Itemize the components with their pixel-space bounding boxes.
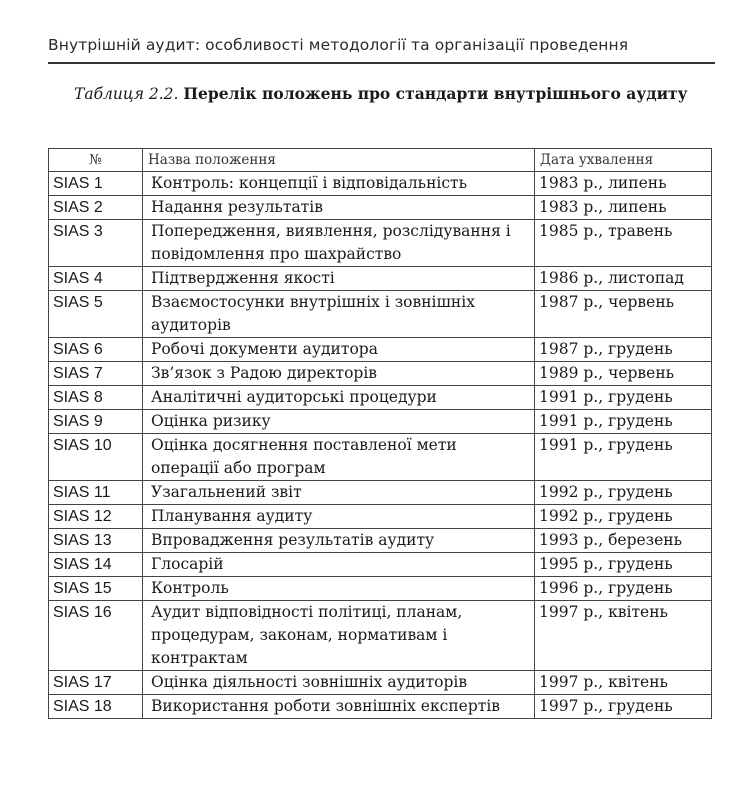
cell-number: SIAS 9 [49,410,143,434]
cell-name: Оцінка діяльності зовнішніх аудиторів [143,671,535,695]
cell-name: Планування аудиту [143,505,535,529]
cell-number: SIAS 16 [49,601,143,671]
running-head: Внутрішній аудит: особливості методології та організації проведення [48,36,629,54]
table-caption [50,82,715,106]
table-row [49,601,712,671]
cell-number: SIAS 15 [49,577,143,601]
table-row [49,505,712,529]
table-row [49,671,712,695]
cell-number: SIAS 1 [49,172,143,196]
cell-number: SIAS 8 [49,386,143,410]
table-row [49,481,712,505]
cell-date: 1987 р., червень [535,291,712,338]
cell-date: 1991 р., грудень [535,434,712,481]
cell-number: SIAS 18 [49,695,143,719]
cell-name: Контроль: концепції і відповідальність [143,172,535,196]
cell-date: 1983 р., липень [535,196,712,220]
caption-label: Таблиця 2.2. [74,85,179,103]
cell-number: SIAS 12 [49,505,143,529]
cell-date: 1997 р., грудень [535,695,712,719]
header-number: № [49,149,143,172]
table-row [49,553,712,577]
cell-date: 1986 р., листопад [535,267,712,291]
cell-name: Узагальнений звіт [143,481,535,505]
cell-number: SIAS 11 [49,481,143,505]
table-row [49,172,712,196]
cell-number: SIAS 3 [49,220,143,267]
cell-date: 1989 р., червень [535,362,712,386]
cell-name: Робочі документи аудитора [143,338,535,362]
cell-date: 1991 р., грудень [535,410,712,434]
cell-name: Попередження, виявлення, розслідування і повідомлення про шахрайство [143,220,535,267]
cell-number: SIAS 5 [49,291,143,338]
cell-date: 1993 р., березень [535,529,712,553]
cell-date: 1992 р., грудень [535,481,712,505]
cell-name: Оцінка ризику [143,410,535,434]
standards-table [48,148,712,719]
cell-date: 1997 р., квітень [535,601,712,671]
cell-number: SIAS 10 [49,434,143,481]
cell-date: 1995 р., грудень [535,553,712,577]
cell-name: Використання роботи зовнішніх експертів [143,695,535,719]
cell-date: 1992 р., грудень [535,505,712,529]
cell-number: SIAS 2 [49,196,143,220]
cell-date: 1996 р., грудень [535,577,712,601]
header-name: Назва положення [143,149,535,172]
table-row [49,291,712,338]
cell-name: Надання результатів [143,196,535,220]
table-row [49,695,712,719]
cell-date: 1983 р., липень [535,172,712,196]
cell-name: Впровадження результатів аудиту [143,529,535,553]
cell-date: 1985 р., травень [535,220,712,267]
table-header-row [49,149,712,172]
cell-name: Контроль [143,577,535,601]
table-row [49,267,712,291]
cell-date: 1987 р., грудень [535,338,712,362]
cell-date: 1997 р., квітень [535,671,712,695]
cell-name: Глосарій [143,553,535,577]
table-row [49,220,712,267]
cell-number: SIAS 13 [49,529,143,553]
cell-name: Аналітичні аудиторські процедури [143,386,535,410]
cell-date: 1991 р., грудень [535,386,712,410]
table-row [49,529,712,553]
cell-number: SIAS 4 [49,267,143,291]
cell-name: Зв’язок з Радою директорів [143,362,535,386]
cell-name: Аудит відповідності політиці, планам, процедурам, законам, нормативам і контрактам [143,601,535,671]
header-rule [48,62,715,64]
table-row [49,362,712,386]
header-date: Дата ухвалення [535,149,712,172]
table-row [49,338,712,362]
table-row [49,410,712,434]
table-row [49,577,712,601]
cell-number: SIAS 7 [49,362,143,386]
cell-number: SIAS 14 [49,553,143,577]
caption-title: Перелік положень про стандарти внутрішнього аудиту [183,84,688,103]
table-row [49,386,712,410]
table-row [49,434,712,481]
cell-number: SIAS 17 [49,671,143,695]
table-row [49,196,712,220]
cell-name: Взаємостосунки внутрішніх і зовнішніх аудиторів [143,291,535,338]
cell-name: Підтвердження якості [143,267,535,291]
cell-name: Оцінка досягнення поставленої мети операції або програм [143,434,535,481]
cell-number: SIAS 6 [49,338,143,362]
